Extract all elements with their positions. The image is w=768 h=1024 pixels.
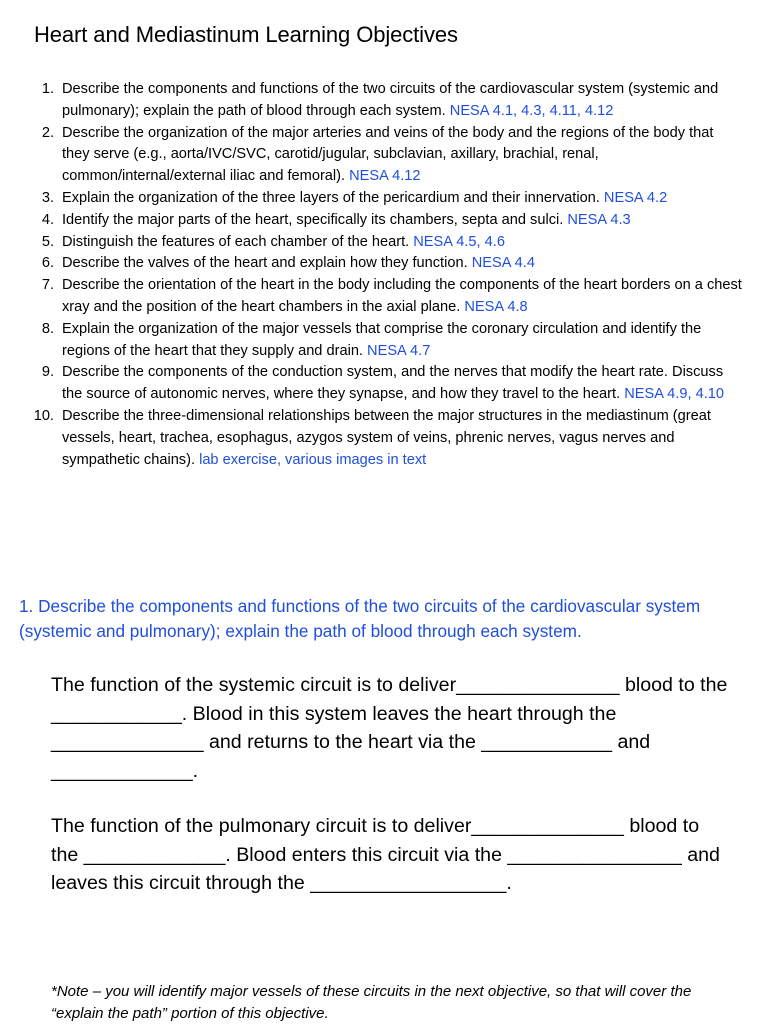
item-number: 4. <box>41 211 54 228</box>
item-text: Distinguish the features of each chamber of the heart. <box>62 233 414 250</box>
item-text: Identify the major parts of the heart, specifically its chambers, septa and sulci. <box>62 211 568 228</box>
section-heading: 1. Describe the components and functions of the two circuits of the cardiovascular system (systemic and pulmonary); explain the path of blood through each system. <box>19 596 701 641</box>
nesa-reference-link[interactable]: NESA 4.8 <box>464 298 528 315</box>
list-item <box>14 319 744 363</box>
item-text: Describe the orientation of the heart in the body including the components of the heart borders on a chest xray and the position of the heart chambers in the axial plane. <box>62 277 742 315</box>
list-item <box>14 275 744 319</box>
item-text: Explain the organization of the three layers of the pericardium and their innervation. <box>62 189 604 206</box>
list-item <box>14 362 744 406</box>
list-item <box>14 188 744 210</box>
nesa-reference-link[interactable]: NESA 4.9, 4.10 <box>624 386 724 403</box>
list-item <box>14 406 744 471</box>
item-text: Describe the three-dimensional relationships between the major structures in the mediastinum (great vessels, heart, trachea, esophagus, azygos system of veins, phrenic nerves, vagus nerves and sympathetic chains). <box>62 407 711 468</box>
list-item <box>14 210 744 232</box>
list-item <box>14 232 744 254</box>
list-item <box>14 253 744 275</box>
item-text: Explain the organization of the major vessels that comprise the coronary circulation and identify the regions of the heart that they supply and drain. <box>62 320 702 359</box>
item-text: Describe the valves of the heart and explain how they function. <box>62 255 472 272</box>
item-number: 1. <box>41 81 54 97</box>
item-number: 2. <box>41 124 54 141</box>
nesa-reference-link[interactable]: NESA 4.12 <box>349 168 421 185</box>
item-number: 5. <box>41 233 54 250</box>
list-item <box>14 123 744 188</box>
nesa-reference-link[interactable]: lab exercise, various images in text <box>199 451 427 468</box>
item-number: 9. <box>41 364 54 381</box>
pulmonary-circuit-paragraph: The function of the pulmonary circuit is to deliver______________ blood to the _____________. Blood enters this circuit via the ________________ and leaves this circuit through the __________________. <box>51 815 720 894</box>
systemic-circuit-paragraph: The function of the systemic circuit is to deliver_______________ blood to the ____________. Blood in this system leaves the heart through the ______________ and returns to the heart via the ____________ and _____________. <box>51 674 728 782</box>
note-text: *Note – you will identify major vessels of these circuits in the next objective, so that will cover the “explain the path” portion of this objective. <box>51 983 692 1022</box>
objectives-list <box>14 79 744 471</box>
item-text: Describe the components and functions of the two circuits of the cardiovascular system (systemic and pulmonary); explain the path of blood through each system. <box>62 81 719 119</box>
item-number: 6. <box>41 255 54 272</box>
nesa-reference-link[interactable]: NESA 4.2 <box>603 189 668 206</box>
item-number: 7. <box>41 277 54 294</box>
list-item <box>14 79 744 123</box>
page-title: Heart and Mediastinum Learning Objectives <box>34 22 458 47</box>
item-number: 8. <box>41 320 54 337</box>
nesa-reference-link[interactable]: NESA 4.7 <box>367 342 431 359</box>
nesa-reference-link[interactable]: NESA 4.4 <box>471 255 535 272</box>
item-number: 3. <box>41 189 54 206</box>
item-number: 10. <box>33 407 54 424</box>
nesa-reference-link[interactable]: NESA 4.3 <box>567 211 631 228</box>
item-text: Describe the organization of the major arteries and veins of the body and the regions of the body that they serve (e.g., aorta/IVC/SVC, carotid/jugular, subclavian, axillary, brachial, renal, common/internal/external iliac and femoral). <box>62 124 714 185</box>
nesa-reference-link[interactable]: NESA 4.1, 4.3, 4.11, 4.12 <box>449 102 614 119</box>
item-text: Describe the components of the conduction system, and the nerves that modify the heart rate. Discuss the source of autonomic nerves, where they synapse, and how they travel to the heart. <box>62 364 724 403</box>
nesa-reference-link[interactable]: NESA 4.5, 4.6 <box>413 233 505 250</box>
